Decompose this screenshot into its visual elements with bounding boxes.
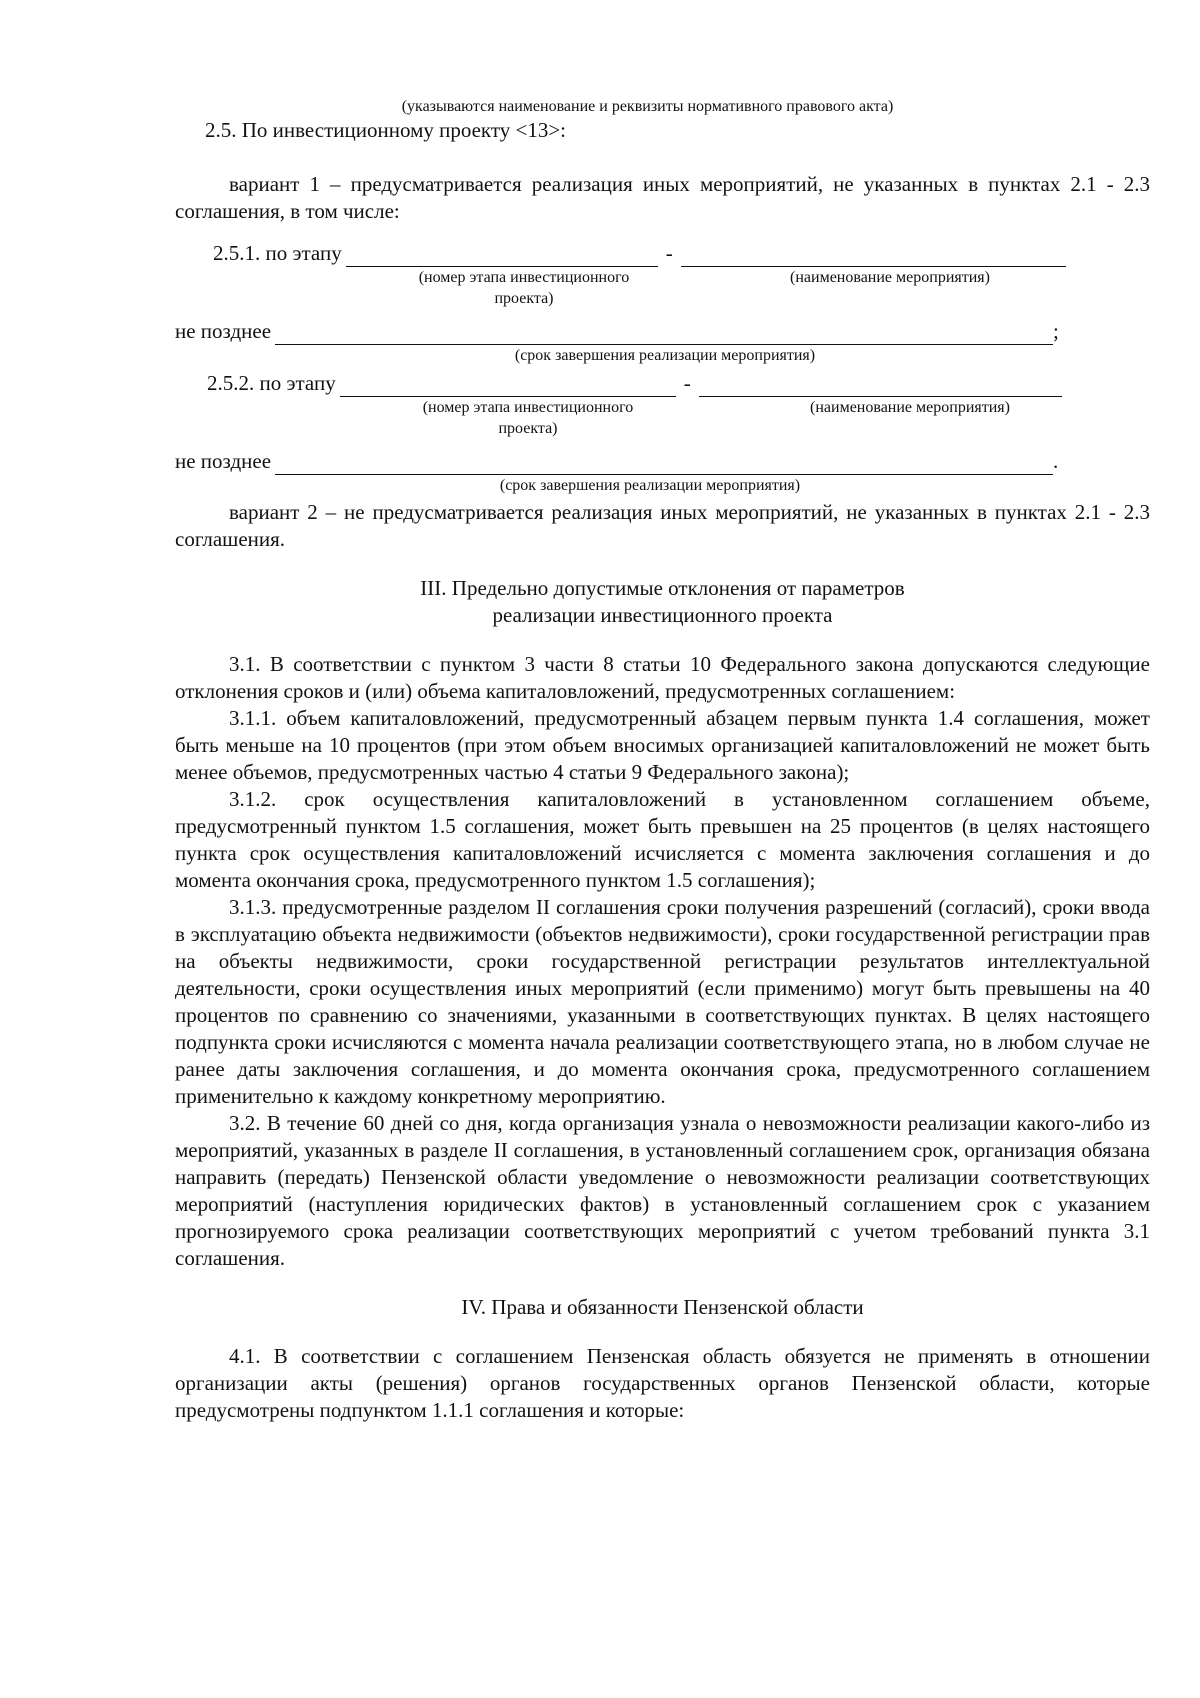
not-later-label-1: не позднее [175,319,272,343]
event-name-caption-2: (наименование мероприятия) [810,399,1010,416]
deadline-caption-1: (срок завершения реализации мероприятия) [514,347,816,364]
clause-3-1-2: 3.1.2. срок осуществления капиталовложений в установленном соглашением объеме, предусмотренный пунктом 1.5 соглашения, может быть превышен на 25 процентов (в целях настоящего пункта срок осуществления капиталовложений исчисляется с момента заключения соглашения и до момента окончания срока, предусмотренного пунктом 1.5 соглашения); [175,787,1150,892]
semicolon: ; [1053,319,1059,343]
deadline-caption-2: (срок завершения реализации мероприятия) [499,477,801,494]
deadline-row-1 [175,317,1150,345]
item-2-5-1-label: 2.5.1. по этапу [213,241,342,265]
stage-number-field-1[interactable] [346,244,658,267]
stage-number-field-2[interactable] [340,374,676,397]
clause-4-1: 4.1. В соответствии с соглашением Пензенская область обязуется не применять в отношении организации акты (решения) органов государственных органов Пензенской области, которые предусмотрены подпунктом 1.1.1 соглашения и которые: [175,1344,1150,1422]
period: . [1053,449,1059,473]
event-name-field-1[interactable] [681,244,1066,267]
clause-3-2: 3.2. В течение 60 дней со дня, когда организация узнала о невозможности реализации какого-либо из мероприятий, указанных в разделе II соглашения, в установленный соглашением срок, организация обязана направить (передать) Пензенской области уведомление о невозможности реализации соответствующих мероприятий (наступления юридических фактов) в установленный соглашением срок с указанием прогнозируемого срока реализации соответствующих мероприятий с учетом требований пункта 3.1 соглашения. [175,1111,1150,1270]
act-caption: (указываются наименование и реквизиты нормативного правового акта) [401,98,894,115]
stage-number-caption-2: (номер этапа инвестиционного проекта) [422,399,634,437]
section-3-title-line-2: реализации инвестиционного проекта [492,603,833,627]
deadline-row-2 [175,447,1150,475]
not-later-label-2: не позднее [175,449,272,473]
clause-3-1: 3.1. В соответствии с пунктом 3 части 8 статьи 10 Федерального закона допускаются следующие отклонения сроков и (или) объема капиталовложений, предусмотренных соглашением: [175,652,1150,703]
clause-3-1-3: 3.1.3. предусмотренные разделом II соглашения сроки получения разрешений (согласий), сроки ввода в эксплуатацию объекта недвижимости (объектов недвижимости), сроки государственной регистрации прав на объекты недвижимости, сроки государственной регистрации результатов интеллектуальной деятельности, сроки осуществления иных мероприятий (если применимо) могут быть превышены на 40 процентов по сравнению со значениями, указанными в соответствующих пунктах. В целях настоящего подпункта сроки исчисляются с момента начала реализации соответствующего этапа, но в любом случае не ранее даты заключения соглашения, и до момента окончания срока, предусмотренного соглашением применительно к каждому конкретному мероприятию. [175,895,1150,1108]
event-name-field-2[interactable] [699,374,1062,397]
item-2-5-2-label: 2.5.2. по этапу [207,371,336,395]
section-3-title-line-1: III. Предельно допустимые отклонения от параметров [420,576,905,600]
variant-1: вариант 1 – предусматривается реализация иных мероприятий, не указанных в пунктах 2.1 - 2.3 соглашения, в том числе: [175,172,1150,223]
document-page [175,96,1150,1424]
dash: - [683,371,691,395]
dash: - [665,241,673,265]
deadline-field-2[interactable] [275,452,1053,475]
clause-3-1-1: 3.1.1. объем капиталовложений, предусмотренный абзацем первым пункта 1.4 соглашения, может быть меньше на 10 процентов (при этом объем вносимых организацией капиталовложений не может быть менее объемов, предусмотренных частью 4 статьи 9 Федерального закона); [175,706,1150,784]
variant-2: вариант 2 – не предусматривается реализация иных мероприятий, не указанных в пунктах 2.1 - 2.3 соглашения. [175,500,1150,551]
item-2-5-2-row [175,369,1150,397]
section-4-title: IV. Права и обязанности Пензенской области [461,1295,864,1319]
stage-number-caption-1: (номер этапа инвестиционного проекта) [418,269,630,307]
deadline-field-1[interactable] [275,322,1053,345]
event-name-caption-1: (наименование мероприятия) [790,269,990,286]
clause-2-5: 2.5. По инвестиционному проекту <13>: [205,118,567,142]
item-2-5-1-row [175,239,1150,267]
